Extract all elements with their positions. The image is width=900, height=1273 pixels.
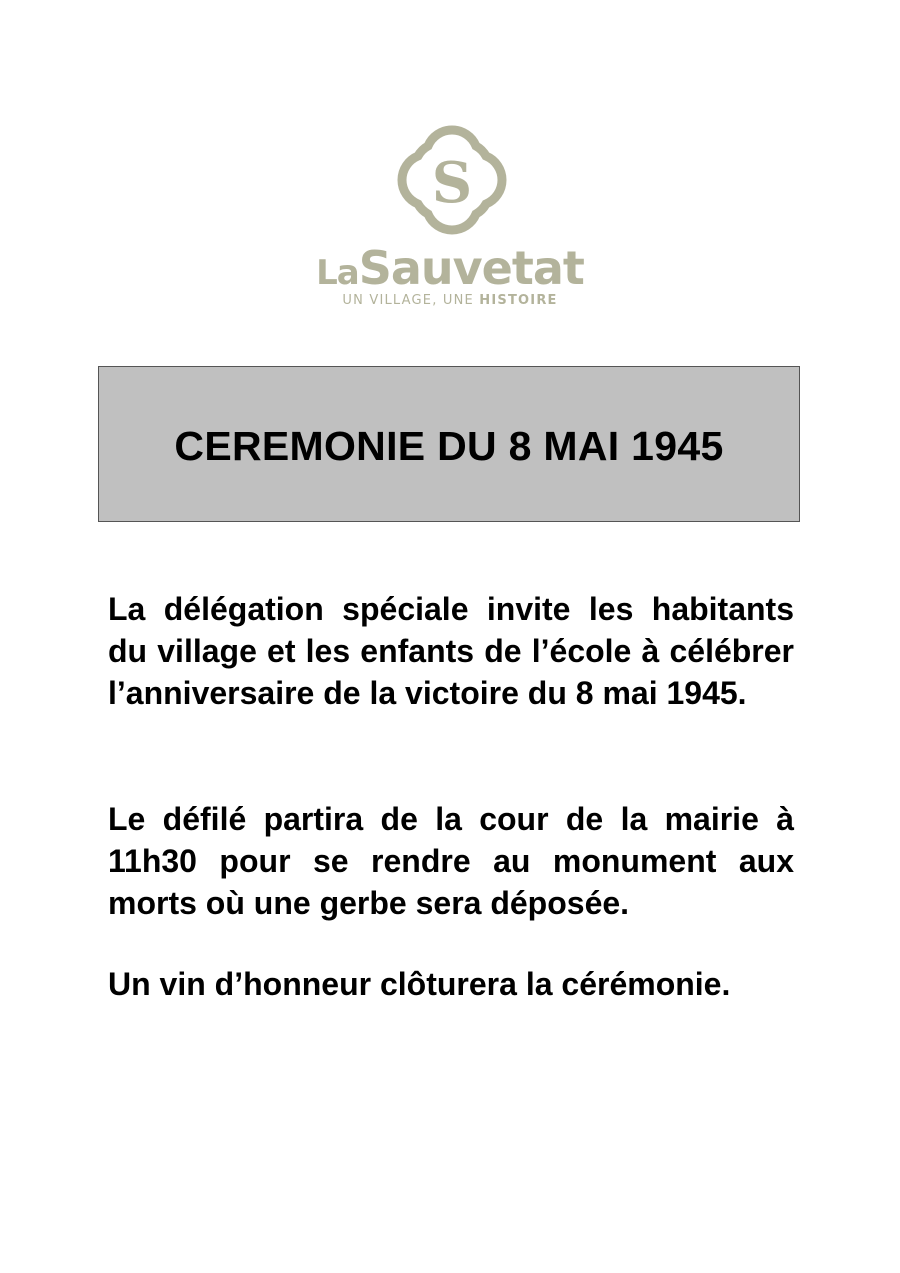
emblem-letter: S [431,150,473,216]
page-title: CEREMONIE DU 8 MAI 1945 [174,422,724,469]
logo-name [0,240,900,301]
logo-name-prefix: La [316,253,359,293]
title-banner [98,366,800,522]
logo-tagline [0,293,900,309]
parade-paragraph: Le défilé partira de la cour de la mairie à 11h30 pour se rendre au monument aux morts où une gerbe sera déposée. [108,801,794,921]
invitation-paragraph: La délégation spéciale invite les habitants du village et les enfants de l’école à célébrer l’anniversaire de la victoire du 8 mai 1945. [108,591,794,711]
logo-name-main: Sauvetat [358,241,584,295]
reception-paragraph: Un vin d’honneur clôturera la cérémonie. [108,966,731,1002]
logo [0,110,900,320]
logo-tagline-bold: HISTOIRE [479,293,558,308]
quatrefoil-emblem-icon [388,116,516,244]
logo-tagline-light: UN VILLAGE, UNE [342,293,480,308]
